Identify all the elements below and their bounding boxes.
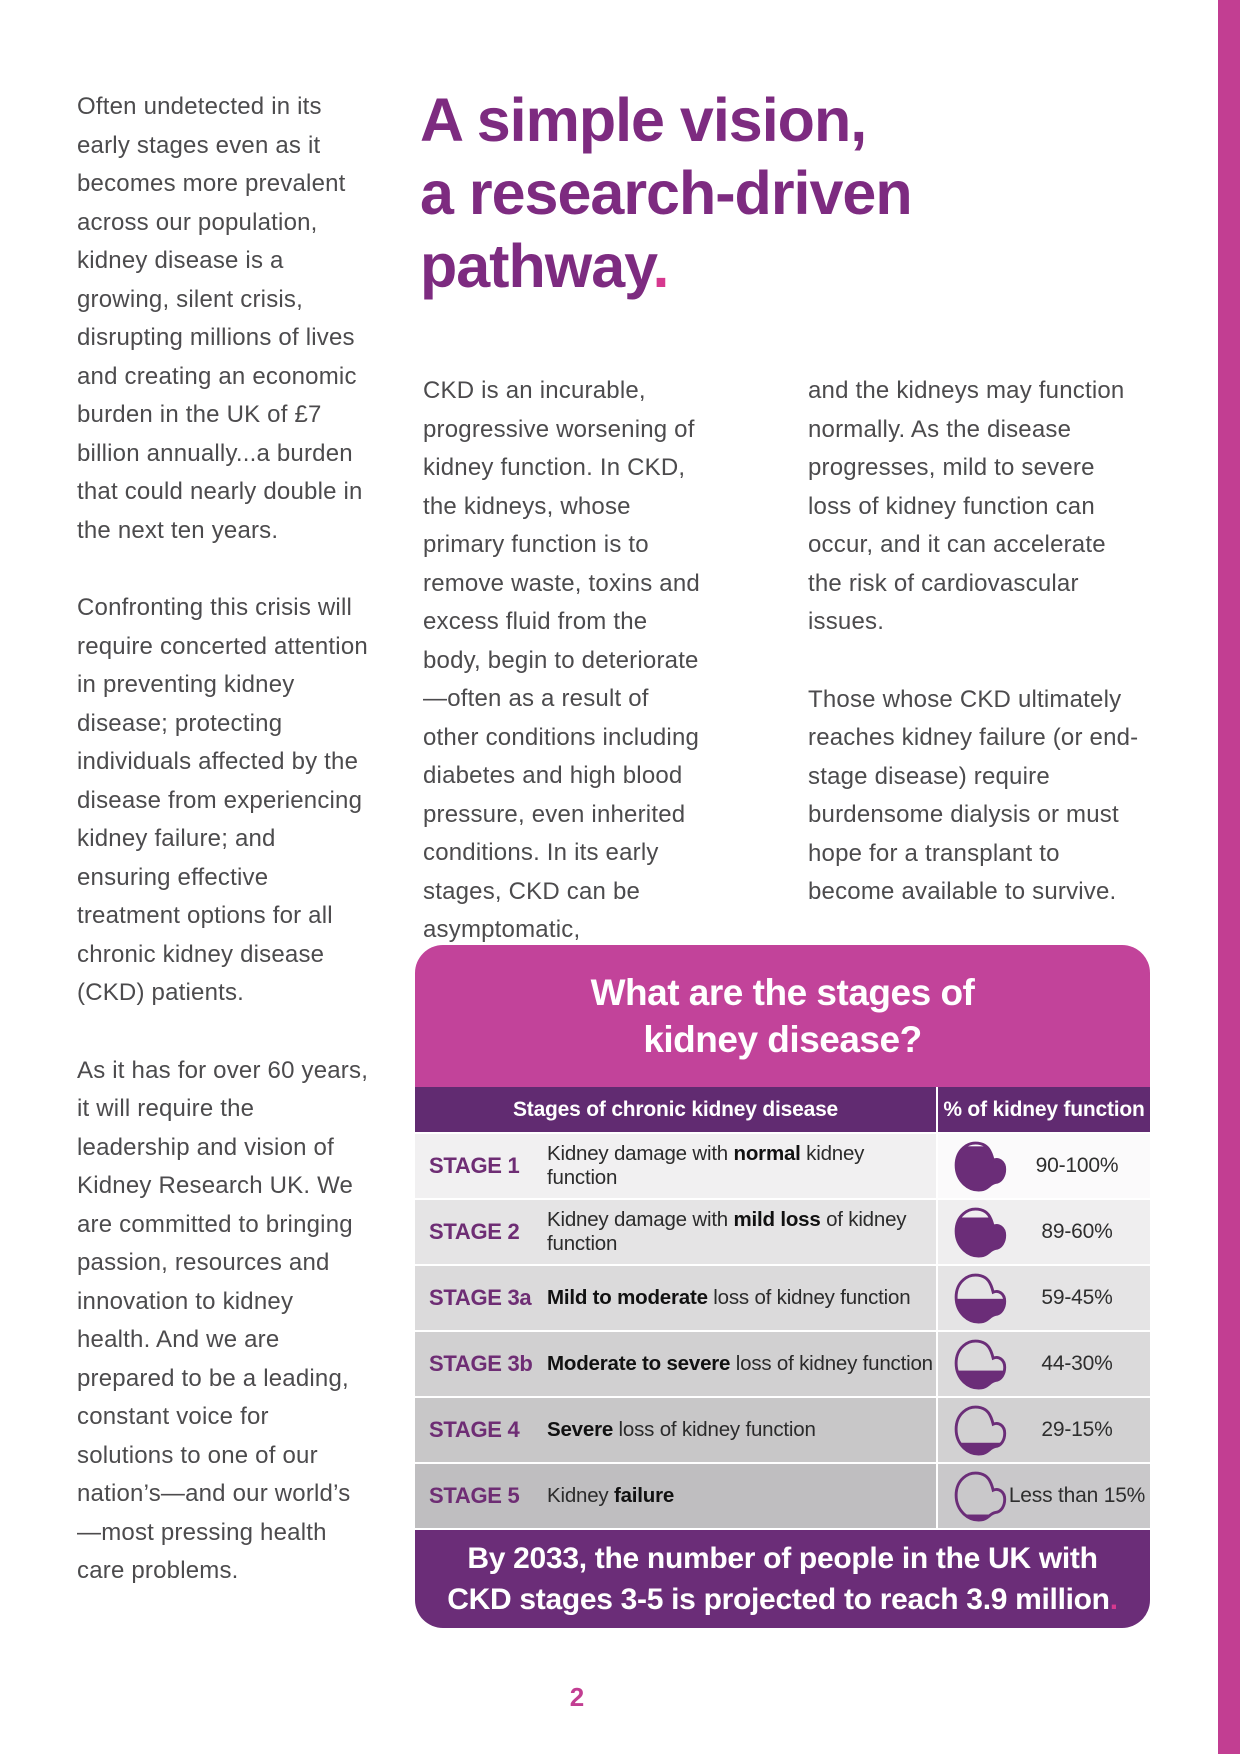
percent-cell: [938, 1266, 1150, 1330]
stage-label: STAGE 2: [429, 1219, 520, 1244]
percent-value: 89-60%: [1041, 1220, 1113, 1243]
body-paragraph: Those whose CKD ultimately reaches kidney failure (or end-stage disease) require burdensome dialysis or must hope for a transplant to become available to survive.: [808, 685, 1139, 905]
title-period: .: [652, 232, 669, 300]
page-title-line: pathway.: [420, 232, 669, 300]
body-column-right: [808, 372, 1140, 951]
page-title-line: A simple vision,: [420, 86, 867, 154]
page-number: 2: [569, 1682, 585, 1712]
callout-line: CKD stages 3-5 is projected to reach 3.9 million.: [447, 1583, 1118, 1616]
stages-card-header: [415, 945, 1150, 1087]
stage-description: Kidney damage with normal kidney function: [547, 1142, 865, 1189]
stage-label: STAGE 4: [429, 1417, 520, 1442]
kidney-icon: [952, 1336, 1008, 1392]
body-paragraph: CKD is an incurable, progressive worsening of kidney function. In CKD, the kidneys, whose primary function is to remove waste, toxins and excess fluid from the body, begin to deteriorate—often as a result of other conditions including diabetes and high blood pressure, even inherited conditions. In its early stages, CKD can be asymptomatic,: [423, 377, 700, 943]
stage-cell: [415, 1464, 936, 1528]
stage-label: STAGE 3b: [429, 1351, 533, 1376]
stage-label: STAGE 1: [429, 1153, 520, 1178]
percent-cell: [938, 1398, 1150, 1462]
page-title: [420, 84, 1060, 303]
stages-card-title-line: kidney disease?: [643, 1019, 922, 1060]
percent-value: 59-45%: [1041, 1286, 1113, 1309]
column-header-stages: Stages of chronic kidney disease: [415, 1087, 936, 1132]
right-accent-bar: [1218, 0, 1240, 1754]
table-row: [415, 1464, 1150, 1528]
callout-line: By 2033, the number of people in the UK with: [467, 1542, 1098, 1575]
stage-label: STAGE 3a: [429, 1285, 532, 1310]
stage-cell: [415, 1398, 936, 1462]
callout-period: .: [1109, 1583, 1118, 1616]
percent-cell: [938, 1200, 1150, 1264]
stage-description: Kidney damage with mild loss of kidney function: [547, 1208, 907, 1255]
intro-paragraph: Often undetected in its early stages even as it becomes more prevalent across our population, kidney disease is a growing, silent crisis, disrupting millions of lives and creating an economic burden in the UK of £7 billion annually...a burden that could nearly double in the next ten years.: [77, 93, 363, 544]
intro-paragraph: As it has for over 60 years, it will require the leadership and vision of Kidney Research UK. We are committed to bringing passion, resources and innovation to kidney health. And we are prepared to be a leading, constant voice for solutions to one of our nation’s—and our world’s—most pressing health care problems.: [77, 1056, 369, 1584]
body-column-middle: [423, 372, 711, 989]
percent-value: Less than 15%: [1008, 1484, 1146, 1507]
kidney-icon: [952, 1468, 1008, 1524]
projection-callout: [415, 1530, 1150, 1628]
percent-value: 44-30%: [1041, 1352, 1113, 1375]
percent-cell: [938, 1332, 1150, 1396]
stage-cell: [415, 1134, 936, 1198]
stages-card: [415, 945, 1150, 1628]
stage-description: Moderate to severe loss of kidney function: [547, 1352, 933, 1375]
percent-value: 90-100%: [1035, 1154, 1119, 1177]
intro-paragraph: Confronting this crisis will require concerted attention in preventing kidney disease; protecting individuals affected by the disease from experiencing kidney failure; and ensuring effective treatment options for all chronic kidney disease (CKD) patients.: [77, 594, 368, 1006]
table-row: [415, 1200, 1150, 1264]
kidney-icon: [952, 1402, 1008, 1458]
percent-cell: [938, 1134, 1150, 1198]
kidney-icon: [952, 1138, 1008, 1194]
kidney-icon: [952, 1270, 1008, 1326]
stages-card-title-line: What are the stages of: [590, 972, 975, 1013]
body-paragraph: and the kidneys may function normally. As the disease progresses, mild to severe loss of kidney function can occur, and it can accelerate the risk of cardiovascular issues.: [808, 377, 1125, 635]
stage-description: Mild to moderate loss of kidney function: [547, 1286, 911, 1309]
table-row: [415, 1134, 1150, 1198]
stage-description: Severe loss of kidney function: [547, 1418, 816, 1441]
stage-cell: [415, 1266, 936, 1330]
stage-cell: [415, 1200, 936, 1264]
table-row: [415, 1398, 1150, 1462]
stage-cell: [415, 1332, 936, 1396]
page-title-line: a research-driven: [420, 159, 912, 227]
column-header-percent: % of kidney function: [938, 1087, 1150, 1132]
table-row: [415, 1266, 1150, 1330]
stage-label: STAGE 5: [429, 1483, 520, 1508]
kidney-icon: [952, 1204, 1008, 1260]
percent-cell: [938, 1464, 1150, 1528]
percent-value: 29-15%: [1041, 1418, 1113, 1441]
table-header-row: [415, 1087, 1150, 1132]
stage-description: Kidney failure: [547, 1484, 675, 1507]
intro-column: [77, 88, 369, 1630]
table-row: [415, 1332, 1150, 1396]
